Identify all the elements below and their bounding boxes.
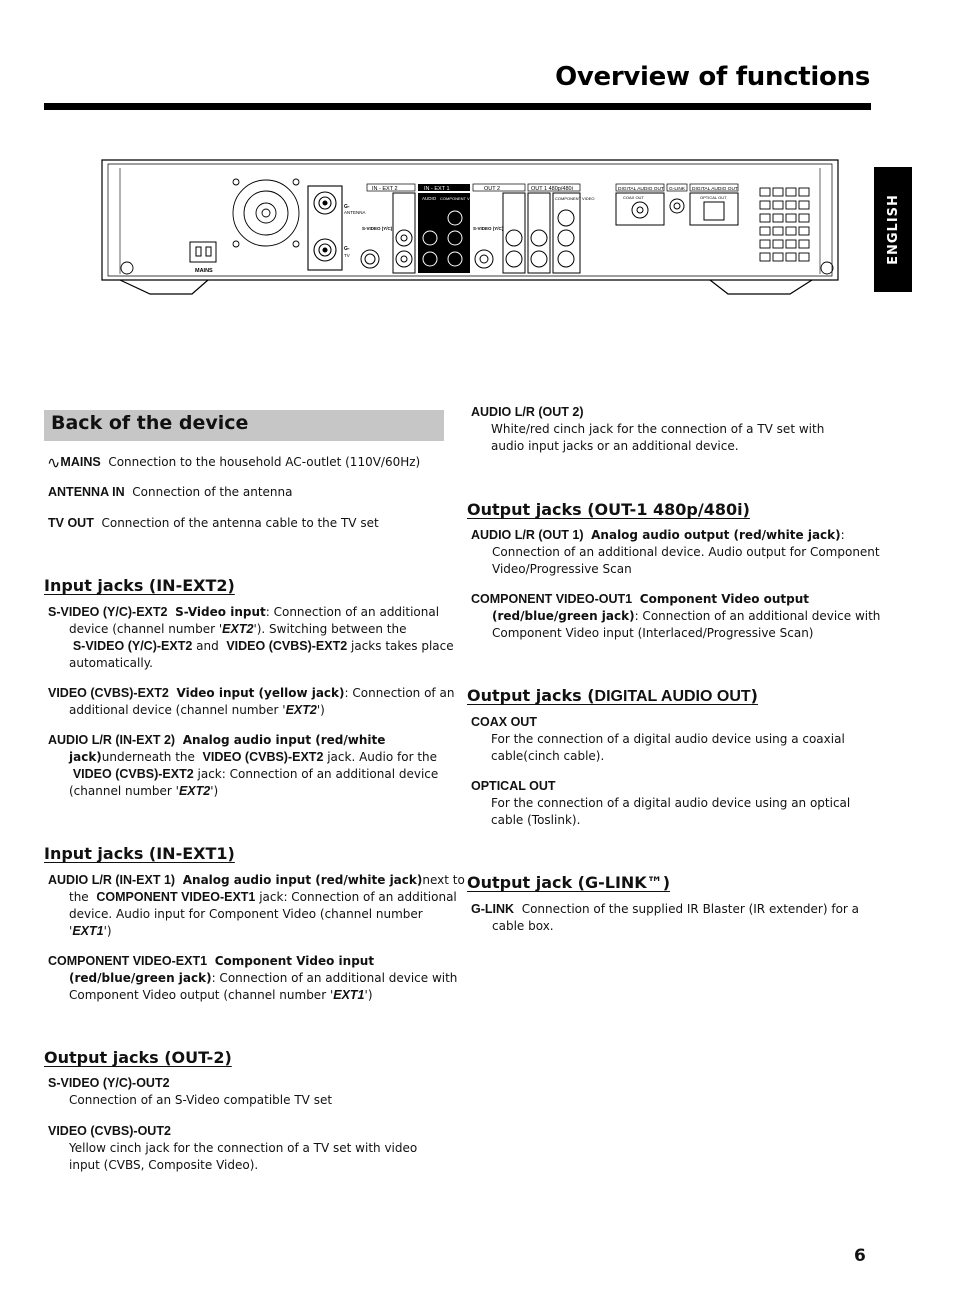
mains-label: MAINS (195, 268, 213, 274)
in-ext1-block (418, 193, 480, 273)
entry-audio-ext1: AUDIO L/R (IN-EXT 1) Analog audio input (red/white jack)next to the COMPONENT VIDEO-EXT1 jack: Connection of an additional device. Audio input for Component Video (channel number 'EXT1') (48, 873, 465, 938)
device-rear-panel-illustration (100, 158, 840, 298)
term-svideo-out2: S-VIDEO (Y/C)-OUT2 (48, 1076, 170, 1090)
svg-text:IN - EXT 2: IN - EXT 2 (372, 186, 398, 192)
page-number: 6 (854, 1246, 866, 1266)
title-rule (44, 103, 871, 110)
entry-audio-out1: AUDIO L/R (OUT 1) Analog audio output (red/white jack): Connection of an additional device. Audio output for Component Video/Progressive Scan (471, 528, 880, 576)
svg-text:ANTENNA: ANTENNA (344, 210, 366, 215)
svg-text:G-: G- (344, 204, 350, 210)
svg-text:S-VIDEO (Y/C): S-VIDEO (Y/C) (362, 226, 393, 231)
term-optical-out: OPTICAL OUT (471, 779, 556, 793)
section-banner (44, 410, 444, 441)
svg-text:OUT 1 480p/480i: OUT 1 480p/480i (531, 186, 573, 192)
heading-out2: Output jacks (OUT-2) (44, 1048, 232, 1067)
svg-text:S-VIDEO (Y/C): S-VIDEO (Y/C) (473, 226, 504, 231)
entry-component-ext1: COMPONENT VIDEO-EXT1 Component Video input (red/blue/green jack): Connection of an additional device with Component Video output (channel number 'EXT1') (48, 954, 458, 1002)
heading-digital-out: Output jacks (DIGITAL AUDIO OUT) (467, 686, 758, 705)
svg-text:DIGITAL AUDIO OUT: DIGITAL AUDIO OUT (692, 187, 738, 192)
language-tab-label: ENGLISH (885, 194, 901, 265)
section-title: Back of the device (51, 412, 249, 434)
svg-text:COMPONENT VIDEO: COMPONENT VIDEO (555, 196, 595, 201)
svg-text:OUT 2: OUT 2 (484, 186, 501, 192)
heading-in-ext2: Input jacks (IN-EXT2) (44, 576, 235, 595)
entry-component-out1: COMPONENT VIDEO-OUT1 Component Video output (red/blue/green jack): Connection of an additional device with Component Video input (Interlaced/Progressive Scan) (471, 592, 881, 640)
ac-wave-icon: ∿ (47, 453, 61, 472)
heading-glink: Output jack (G-LINK™) (467, 873, 671, 892)
heading-in-ext1: Input jacks (IN-EXT1) (44, 844, 235, 863)
fan-grille (233, 179, 299, 247)
heading-out1: Output jacks (OUT-1 480p/480i) (467, 500, 750, 519)
svg-text:G-: G- (344, 246, 350, 252)
entry-antenna: ANTENNA IN Connection of the antenna (48, 485, 293, 499)
language-tab (874, 167, 912, 292)
svg-text:TV: TV (344, 253, 350, 258)
svg-text:IN - EXT 1: IN - EXT 1 (424, 186, 450, 192)
term-audio-out2: AUDIO L/R (OUT 2) (471, 405, 584, 419)
entry-tvout: TV OUT Connection of the antenna cable to the TV set (48, 516, 379, 530)
desc-audio-out2: White/red cinch jack for the connection of a TV set with audio input jacks or an additional device. (491, 422, 825, 453)
entry-svideo-ext2: S-VIDEO (Y/C)-EXT2 S-Video input: Connection of an additional device (channel number 'EXT2'). Switching between the S-VIDEO (Y/C)-EXT2 and VIDEO (CVBS)-EXT2 jacks takes place automatically. (48, 605, 454, 670)
svg-text:OPTICAL OUT: OPTICAL OUT (700, 195, 727, 200)
desc-svideo-out2: Connection of an S-Video compatible TV set (69, 1093, 333, 1107)
svg-text:COAX OUT: COAX OUT (623, 195, 644, 200)
svg-text:DIGITAL AUDIO OUT: DIGITAL AUDIO OUT (618, 187, 664, 192)
antenna-block (308, 186, 342, 270)
entry-glink: G-LINK Connection of the supplied IR Blaster (IR extender) for a cable box. (471, 902, 860, 933)
entry-mains: ∿MAINS Connection to the household AC-outlet (110V/60Hz) (47, 453, 421, 472)
desc-coax-out: For the connection of a digital audio device using a coaxial cable(cinch cable). (491, 732, 845, 763)
entry-audio-ext2: AUDIO L/R (IN-EXT 2) Analog audio input (red/white jack)underneath the VIDEO (CVBS)-EXT2 jack. Audio for the VIDEO (CVBS)-EXT2 jack: Connection of an additional device (channel number 'EXT2') (48, 733, 439, 798)
desc-video-out2: Yellow cinch jack for the connection of a TV set with video input (CVBS, Composite Video). (69, 1141, 418, 1172)
page-title: Overview of functions (555, 62, 870, 92)
term-video-out2: VIDEO (CVBS)-OUT2 (48, 1124, 171, 1138)
svg-text:AUDIO: AUDIO (422, 196, 437, 201)
svg-text:COMPONENT VIDEO: COMPONENT VIDEO (440, 196, 480, 201)
desc-optical-out: For the connection of a digital audio device using an optical cable (Toslink). (491, 796, 851, 827)
term-coax-out: COAX OUT (471, 715, 537, 729)
svideo-in-ext2 (361, 250, 379, 268)
entry-video-ext2: VIDEO (CVBS)-EXT2 Video input (yellow jack): Connection of an additional device (channel number 'EXT2') (48, 686, 455, 717)
mains-socket (190, 242, 216, 262)
svg-text:G-LINK: G-LINK (669, 187, 685, 192)
